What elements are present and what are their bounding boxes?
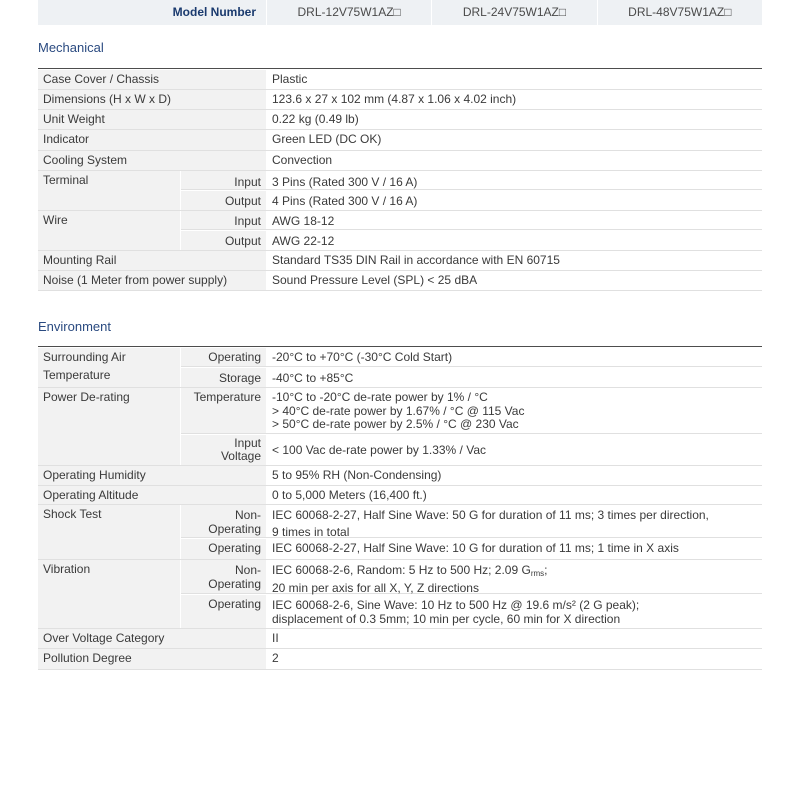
spec-label: [38, 348, 180, 387]
spec-row-humidity: [38, 466, 762, 486]
spec-row-vibration: [38, 560, 762, 629]
spec-value-line: -10°C to -20°C de-rate power by 1% / °C: [272, 390, 488, 404]
spec-value-line: 9 times in total: [272, 525, 350, 539]
environment-section-title: Environment: [38, 319, 111, 334]
spec-value-line: > 40°C de-rate power by 1.67% / °C @ 115 Vac: [272, 403, 525, 418]
spec-row-altitude: [38, 486, 762, 505]
spec-value: Standard TS35 DIN Rail in accordance with EN 60715: [272, 253, 560, 267]
spec-value: -20°C to +70°C (-30°C Cold Start): [266, 348, 762, 367]
spec-sublabel-temperature: Temperature: [181, 388, 266, 434]
spec-value: 2: [272, 651, 279, 665]
spec-value-line: IEC 60068-2-27, Half Sine Wave: 50 G for duration of 11 ms; 3 times per direction,: [272, 508, 709, 522]
environment-divider: [38, 346, 762, 347]
spec-sublabel-non-operating: [181, 505, 266, 538]
spec-label: Unit Weight: [38, 110, 266, 129]
mechanical-divider: [38, 68, 762, 69]
spec-value-line: IEC 60068-2-6, Sine Wave: 10 Hz to 500 Hz @ 19.6 m/s² (2 G peak);: [272, 598, 640, 612]
spec-sublabel-operating: Operating: [181, 595, 266, 628]
spec-value: Green LED (DC OK): [272, 132, 382, 146]
spec-row-cooling: [38, 151, 762, 171]
spec-value: AWG 18-12: [266, 211, 762, 230]
spec-label: Over Voltage Category: [38, 629, 266, 648]
spec-label: Cooling System: [38, 151, 266, 170]
sublabel-line: Non-: [234, 508, 261, 522]
spec-label: Dimensions (H x W x D): [38, 90, 266, 109]
spec-row-wire: [38, 211, 762, 251]
value-text: ;: [544, 563, 548, 577]
spec-row-power-derating: [38, 388, 762, 466]
value-text: IEC 60068-2-6, Random: 5 Hz to 500 Hz; 2.09 G: [272, 563, 531, 577]
spec-value: 5 to 95% RH (Non-Condensing): [272, 468, 442, 482]
sublabel-line: Voltage: [220, 449, 261, 463]
spec-sublabel-output: Output: [181, 191, 266, 210]
spec-value-line: [272, 563, 762, 581]
spec-value: 0 to 5,000 Meters (16,400 ft.): [272, 488, 427, 502]
spec-value: [266, 505, 762, 538]
spec-value: 0.22 kg (0.49 lb): [272, 112, 359, 126]
spec-value: [266, 595, 762, 628]
spec-value-line: displacement of 0.3 5mm; 10 min per cycle, 60 min for X direction: [272, 612, 621, 626]
spec-label: Operating Altitude: [38, 486, 266, 504]
spec-value-line: > 50°C de-rate power by 2.5% / °C @ 230 Vac: [272, 417, 519, 431]
spec-label: Terminal: [38, 171, 180, 210]
mechanical-section-title: Mechanical: [38, 40, 104, 55]
spec-value: AWG 22-12: [272, 234, 335, 248]
spec-label: Mounting Rail: [38, 251, 266, 270]
spec-row-over-voltage: [38, 629, 762, 649]
spec-sublabel-operating: Operating: [181, 539, 266, 559]
spec-row-pollution: [38, 649, 762, 670]
spec-row-unit-weight: [38, 110, 762, 130]
sublabel-line: Non-: [234, 563, 261, 577]
spec-row-terminal: [38, 171, 762, 211]
spec-sublabel-input: Input: [181, 171, 266, 190]
spec-value: Plastic: [272, 72, 308, 86]
spec-row-noise: [38, 271, 762, 291]
spec-label-line: Temperature: [43, 367, 111, 382]
spec-row-dimensions: [38, 90, 762, 110]
spec-row-shock-test: [38, 505, 762, 560]
spec-value-line: 20 min per axis for all X, Y, Z directions: [272, 581, 479, 595]
spec-label: Operating Humidity: [38, 466, 266, 485]
spec-value: 3 Pins (Rated 300 V / 16 A): [266, 171, 762, 190]
model-number-label: Model Number: [172, 5, 256, 19]
spec-label: Case Cover / Chassis: [38, 70, 266, 89]
model-column-1: DRL-12V75W1AZ□: [266, 0, 431, 25]
spec-label: Power De-rating: [38, 388, 180, 465]
spec-value: [266, 560, 762, 594]
spec-value: 4 Pins (Rated 300 V / 16 A): [272, 194, 418, 208]
spec-label: Vibration: [38, 560, 180, 628]
spec-sublabel-input-voltage: [181, 435, 266, 465]
spec-label: Shock Test: [38, 505, 180, 559]
spec-value: -40°C to +85°C: [272, 371, 354, 385]
spec-value: < 100 Vac de-rate power by 1.33% / Vac: [272, 443, 487, 457]
spec-sublabel-operating: Operating: [181, 348, 266, 367]
sublabel-line: Operating: [208, 577, 261, 591]
sublabel-line: Operating: [208, 522, 261, 536]
spec-sublabel-non-operating: [181, 560, 266, 594]
spec-row-indicator: [38, 130, 762, 151]
spec-value: IEC 60068-2-27, Half Sine Wave: 10 G for duration of 11 ms; 1 time in X axis: [272, 541, 679, 555]
spec-sublabel-input: Input: [181, 211, 266, 230]
spec-row-temperature: [38, 348, 762, 388]
spec-value: Convection: [272, 153, 333, 167]
spec-label-line: Surrounding Air: [43, 350, 126, 364]
spec-label: Indicator: [38, 130, 266, 150]
spec-row-case-cover: [38, 70, 762, 90]
spec-value: [266, 388, 762, 434]
spec-sublabel-output: Output: [181, 231, 266, 250]
spec-row-mounting-rail: [38, 251, 762, 271]
spec-value: 123.6 x 27 x 102 mm (4.87 x 1.06 x 4.02 inch): [272, 92, 517, 106]
spec-sublabel-storage: Storage: [181, 368, 266, 387]
spec-label: Wire: [38, 211, 180, 250]
model-number-header: [38, 0, 762, 25]
model-column-3: DRL-48V75W1AZ□: [597, 0, 762, 25]
model-column-2: DRL-24V75W1AZ□: [431, 0, 596, 25]
spec-value: II: [272, 631, 279, 645]
value-subscript: rms: [530, 569, 545, 578]
spec-value: Sound Pressure Level (SPL) < 25 dBA: [272, 273, 478, 287]
spec-label: Noise (1 Meter from power supply): [38, 271, 266, 290]
sublabel-line: Input: [234, 436, 261, 450]
spec-label: Pollution Degree: [38, 649, 266, 669]
